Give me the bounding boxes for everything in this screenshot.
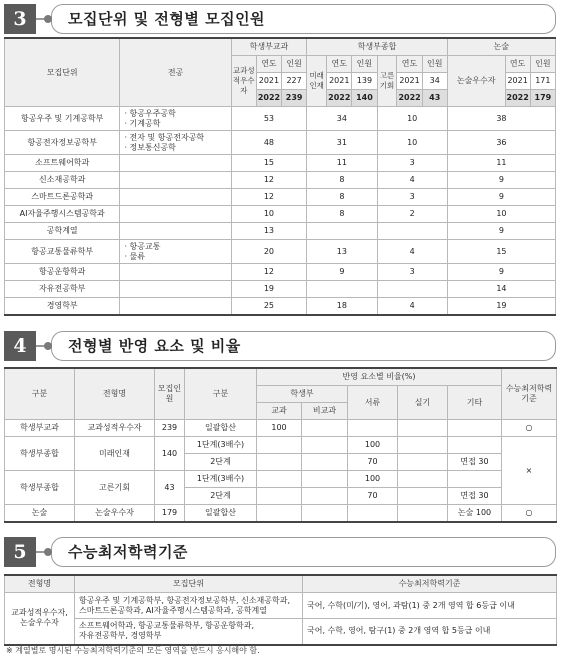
table-row bbox=[5, 189, 556, 206]
unit-name: 항공우주 및 기계공학부 bbox=[5, 107, 120, 131]
empty-cell bbox=[398, 454, 448, 471]
empty-cell bbox=[302, 437, 348, 454]
quota-cell: 179 bbox=[155, 505, 185, 523]
header-year: 연도 bbox=[256, 56, 281, 73]
bullet-dot-icon bbox=[44, 342, 52, 350]
value-a: 12 bbox=[231, 264, 307, 281]
value-d: 38 bbox=[447, 107, 555, 131]
value-c: 2 bbox=[377, 206, 447, 223]
empty-cell bbox=[398, 471, 448, 488]
unit-name: 자유전공학부 bbox=[5, 281, 120, 298]
empty-cell bbox=[257, 488, 302, 505]
min-cell: ○ bbox=[502, 420, 557, 437]
table-row bbox=[5, 223, 556, 240]
header-year: 연도 bbox=[327, 56, 352, 73]
kind-cell: 2단계 bbox=[185, 488, 257, 505]
value-b: 8 bbox=[307, 189, 377, 206]
section-title-box bbox=[51, 331, 556, 361]
year-2021: 2021 bbox=[397, 73, 422, 90]
year-2022: 2022 bbox=[256, 90, 281, 107]
value-c bbox=[377, 281, 447, 298]
table-row bbox=[5, 264, 556, 281]
header-practical: 실기 bbox=[398, 386, 448, 420]
empty-cell bbox=[398, 505, 448, 523]
value-c: 4 bbox=[377, 172, 447, 189]
value-d: 14 bbox=[447, 281, 555, 298]
value-b: 8 bbox=[307, 172, 377, 189]
section-4-header bbox=[4, 331, 556, 361]
value-d: 9 bbox=[447, 172, 555, 189]
major-empty bbox=[120, 264, 231, 281]
table-row bbox=[5, 155, 556, 172]
type-cell: 미래인재 bbox=[75, 437, 155, 471]
year-2021: 2021 bbox=[327, 73, 352, 90]
section-5-header bbox=[4, 537, 556, 567]
unit-name: 소프트웨어학과 bbox=[5, 155, 120, 172]
value-a: 48 bbox=[231, 131, 307, 155]
header-quota: 모집인원 bbox=[155, 368, 185, 420]
type-cell: 논술우수자 bbox=[75, 505, 155, 523]
footnote: ※ 계열별로 명시된 수능최저학력기준의 모든 영역을 반드시 응시해야 함. bbox=[6, 646, 260, 655]
header-type: 전형명 bbox=[5, 575, 75, 593]
header-g2-sub1: 미래인재 bbox=[307, 56, 327, 107]
table-row bbox=[5, 240, 556, 264]
empty-cell bbox=[302, 471, 348, 488]
etc-cell: 논술 100 bbox=[448, 505, 502, 523]
count-2022: 239 bbox=[282, 90, 307, 107]
section-3-header bbox=[4, 4, 556, 34]
type-cell: 고른기회 bbox=[75, 471, 155, 505]
section-title-box bbox=[51, 4, 556, 34]
header-ratio: 반영 요소별 비율(%) bbox=[257, 368, 502, 386]
empty-cell bbox=[257, 505, 302, 523]
empty-cell bbox=[348, 420, 398, 437]
empty-cell bbox=[398, 488, 448, 505]
header-g3-sub: 논술우수자 bbox=[447, 56, 505, 107]
table-row bbox=[5, 131, 556, 155]
cat-cell: 논술 bbox=[5, 505, 75, 523]
value-b: 13 bbox=[307, 240, 377, 264]
empty-cell bbox=[448, 420, 502, 437]
major-list: · 항공교통 · 물류 bbox=[120, 240, 231, 264]
header-std: 수능최저학력기준 bbox=[303, 575, 557, 593]
kind-cell: 1단계(3배수) bbox=[185, 437, 257, 454]
year-2022: 2022 bbox=[397, 90, 422, 107]
kind-cell: 1단계(3배수) bbox=[185, 471, 257, 488]
header-g2-sub2: 고른기회 bbox=[377, 56, 397, 107]
major-empty bbox=[120, 189, 231, 206]
subject-cell: 100 bbox=[257, 420, 302, 437]
section-title-box bbox=[51, 537, 556, 567]
header-subject: 교과 bbox=[257, 403, 302, 420]
section-title: 모집단위 및 전형별 모집인원 bbox=[68, 10, 266, 28]
unit-name: 항공전자정보공학부 bbox=[5, 131, 120, 155]
empty-cell bbox=[302, 488, 348, 505]
empty-cell bbox=[398, 420, 448, 437]
section-title: 전형별 반영 요소 및 비율 bbox=[68, 337, 241, 355]
year-2021: 2021 bbox=[505, 73, 530, 90]
value-d: 36 bbox=[447, 131, 555, 155]
unit-name: 경영학부 bbox=[5, 298, 120, 316]
etc-cell: 면접 30 bbox=[448, 488, 502, 505]
value-a: 25 bbox=[231, 298, 307, 316]
value-c: 3 bbox=[377, 155, 447, 172]
value-a: 15 bbox=[231, 155, 307, 172]
unit-name: 항공운항학과 bbox=[5, 264, 120, 281]
value-c: 3 bbox=[377, 189, 447, 206]
quota-cell: 239 bbox=[155, 420, 185, 437]
doc-cell: 100 bbox=[348, 471, 398, 488]
value-a: 12 bbox=[231, 172, 307, 189]
doc-cell: 100 bbox=[348, 437, 398, 454]
empty-cell bbox=[302, 420, 348, 437]
header-year: 연도 bbox=[397, 56, 422, 73]
value-b: 34 bbox=[307, 107, 377, 131]
quota-table bbox=[4, 37, 556, 316]
count-2022: 140 bbox=[352, 90, 377, 107]
unit-name: 항공교통물류학부 bbox=[5, 240, 120, 264]
count-2021: 139 bbox=[352, 73, 377, 90]
header-count: 인원 bbox=[282, 56, 307, 73]
year-2022: 2022 bbox=[327, 90, 352, 107]
unit-cell: 항공우주 및 기계공학부, 항공전자정보공학부, 신소재공학과, 스마트드론공학과, AI자율주행시스템공학과, 공학계열 bbox=[75, 593, 303, 619]
header-group-2: 학생부종합 bbox=[307, 38, 448, 56]
value-c: 10 bbox=[377, 131, 447, 155]
kind-cell: 일괄합산 bbox=[185, 505, 257, 523]
value-c: 4 bbox=[377, 240, 447, 264]
value-b bbox=[307, 281, 377, 298]
table-row bbox=[5, 437, 557, 454]
kind-cell: 일괄합산 bbox=[185, 420, 257, 437]
section-number: 3 bbox=[4, 4, 36, 34]
count-2021: 171 bbox=[530, 73, 555, 90]
cat-cell: 학생부교과 bbox=[5, 420, 75, 437]
major-empty bbox=[120, 223, 231, 240]
bullet-dot-icon bbox=[44, 15, 52, 23]
table-row bbox=[5, 593, 557, 619]
table-row bbox=[5, 172, 556, 189]
table-row bbox=[5, 505, 557, 523]
cat-cell: 학생부종합 bbox=[5, 437, 75, 471]
value-d: 9 bbox=[447, 264, 555, 281]
value-c: 4 bbox=[377, 298, 447, 316]
doc-cell: 70 bbox=[348, 488, 398, 505]
table-row bbox=[5, 298, 556, 316]
value-a: 13 bbox=[231, 223, 307, 240]
major-list: · 전자 및 항공전자공학 · 정보통신공학 bbox=[120, 131, 231, 155]
header-major: 전공 bbox=[120, 38, 231, 107]
header-cat: 구분 bbox=[5, 368, 75, 420]
empty-cell bbox=[398, 437, 448, 454]
value-d: 9 bbox=[447, 189, 555, 206]
count-2021: 34 bbox=[422, 73, 447, 90]
ratio-table bbox=[4, 367, 557, 523]
unit-cell: 소프트웨어학과, 항공교통물류학부, 항공운항학과, 자유전공학부, 경영학부 bbox=[75, 619, 303, 645]
min-cell: ○ bbox=[502, 505, 557, 523]
header-record: 학생부 bbox=[257, 386, 348, 403]
empty-cell bbox=[448, 471, 502, 488]
count-2022: 179 bbox=[530, 90, 555, 107]
count-2022: 43 bbox=[422, 90, 447, 107]
value-c: 3 bbox=[377, 264, 447, 281]
table-row bbox=[5, 107, 556, 131]
value-b: 31 bbox=[307, 131, 377, 155]
value-b: 9 bbox=[307, 264, 377, 281]
major-empty bbox=[120, 298, 231, 316]
min-cell: × bbox=[502, 437, 557, 505]
header-g1-sub: 교과성적우수자 bbox=[231, 56, 256, 107]
year-2021: 2021 bbox=[256, 73, 281, 90]
unit-name: 공학계열 bbox=[5, 223, 120, 240]
header-count: 인원 bbox=[422, 56, 447, 73]
value-d: 11 bbox=[447, 155, 555, 172]
bullet-dot-icon bbox=[44, 548, 52, 556]
empty-cell bbox=[448, 437, 502, 454]
quota-cell: 43 bbox=[155, 471, 185, 505]
value-a: 20 bbox=[231, 240, 307, 264]
header-unit: 모집단위 bbox=[75, 575, 303, 593]
doc-cell: 70 bbox=[348, 454, 398, 471]
value-b bbox=[307, 223, 377, 240]
standard-cell: 국어, 수학, 영어, 탐구(1) 중 2개 영역 합 5등급 이내 bbox=[303, 619, 557, 645]
major-empty bbox=[120, 206, 231, 223]
value-a: 12 bbox=[231, 189, 307, 206]
value-c bbox=[377, 223, 447, 240]
year-2022: 2022 bbox=[505, 90, 530, 107]
header-doc: 서류 bbox=[348, 386, 398, 420]
table-row bbox=[5, 619, 557, 645]
header-count: 인원 bbox=[530, 56, 555, 73]
value-a: 53 bbox=[231, 107, 307, 131]
table-row bbox=[5, 420, 557, 437]
count-2021: 227 bbox=[282, 73, 307, 90]
unit-name: 스마트드론공학과 bbox=[5, 189, 120, 206]
table-row bbox=[5, 206, 556, 223]
section-number: 4 bbox=[4, 331, 36, 361]
kind-cell: 2단계 bbox=[185, 454, 257, 471]
type-cell: 교과성적우수자, 논술우수자 bbox=[5, 593, 75, 645]
empty-cell bbox=[257, 471, 302, 488]
header-nonsubject: 비교과 bbox=[302, 403, 348, 420]
empty-cell bbox=[302, 505, 348, 523]
header-group-3: 논술 bbox=[447, 38, 555, 56]
header-unit: 모집단위 bbox=[5, 38, 120, 107]
cat-cell: 학생부종합 bbox=[5, 471, 75, 505]
section-title: 수능최저학력기준 bbox=[68, 543, 188, 561]
type-cell: 교과성적우수자 bbox=[75, 420, 155, 437]
value-b: 11 bbox=[307, 155, 377, 172]
section-number: 5 bbox=[4, 537, 36, 567]
major-empty bbox=[120, 172, 231, 189]
empty-cell bbox=[302, 454, 348, 471]
header-year: 연도 bbox=[505, 56, 530, 73]
header-type: 전형명 bbox=[75, 368, 155, 420]
value-a: 19 bbox=[231, 281, 307, 298]
major-list: · 항공우주공학 · 기계공학 bbox=[120, 107, 231, 131]
value-b: 8 bbox=[307, 206, 377, 223]
major-empty bbox=[120, 155, 231, 172]
unit-name: AI자율주행시스템공학과 bbox=[5, 206, 120, 223]
standard-cell: 국어, 수학(미/기), 영어, 과탐(1) 중 2개 영역 합 6등급 이내 bbox=[303, 593, 557, 619]
value-c: 10 bbox=[377, 107, 447, 131]
value-d: 9 bbox=[447, 223, 555, 240]
header-group-1: 학생부교과 bbox=[231, 38, 307, 56]
empty-cell bbox=[348, 505, 398, 523]
value-d: 19 bbox=[447, 298, 555, 316]
empty-cell bbox=[257, 437, 302, 454]
empty-cell bbox=[257, 454, 302, 471]
table-row bbox=[5, 471, 557, 488]
min-standard-table bbox=[4, 574, 557, 646]
table-row bbox=[5, 281, 556, 298]
major-empty bbox=[120, 281, 231, 298]
value-d: 10 bbox=[447, 206, 555, 223]
unit-name: 신소재공학과 bbox=[5, 172, 120, 189]
header-kind: 구분 bbox=[185, 368, 257, 420]
etc-cell: 면접 30 bbox=[448, 454, 502, 471]
quota-cell: 140 bbox=[155, 437, 185, 471]
value-a: 10 bbox=[231, 206, 307, 223]
header-etc: 기타 bbox=[448, 386, 502, 420]
header-min: 수능최저학력기준 bbox=[502, 368, 557, 420]
value-b: 18 bbox=[307, 298, 377, 316]
value-d: 15 bbox=[447, 240, 555, 264]
header-count: 인원 bbox=[352, 56, 377, 73]
